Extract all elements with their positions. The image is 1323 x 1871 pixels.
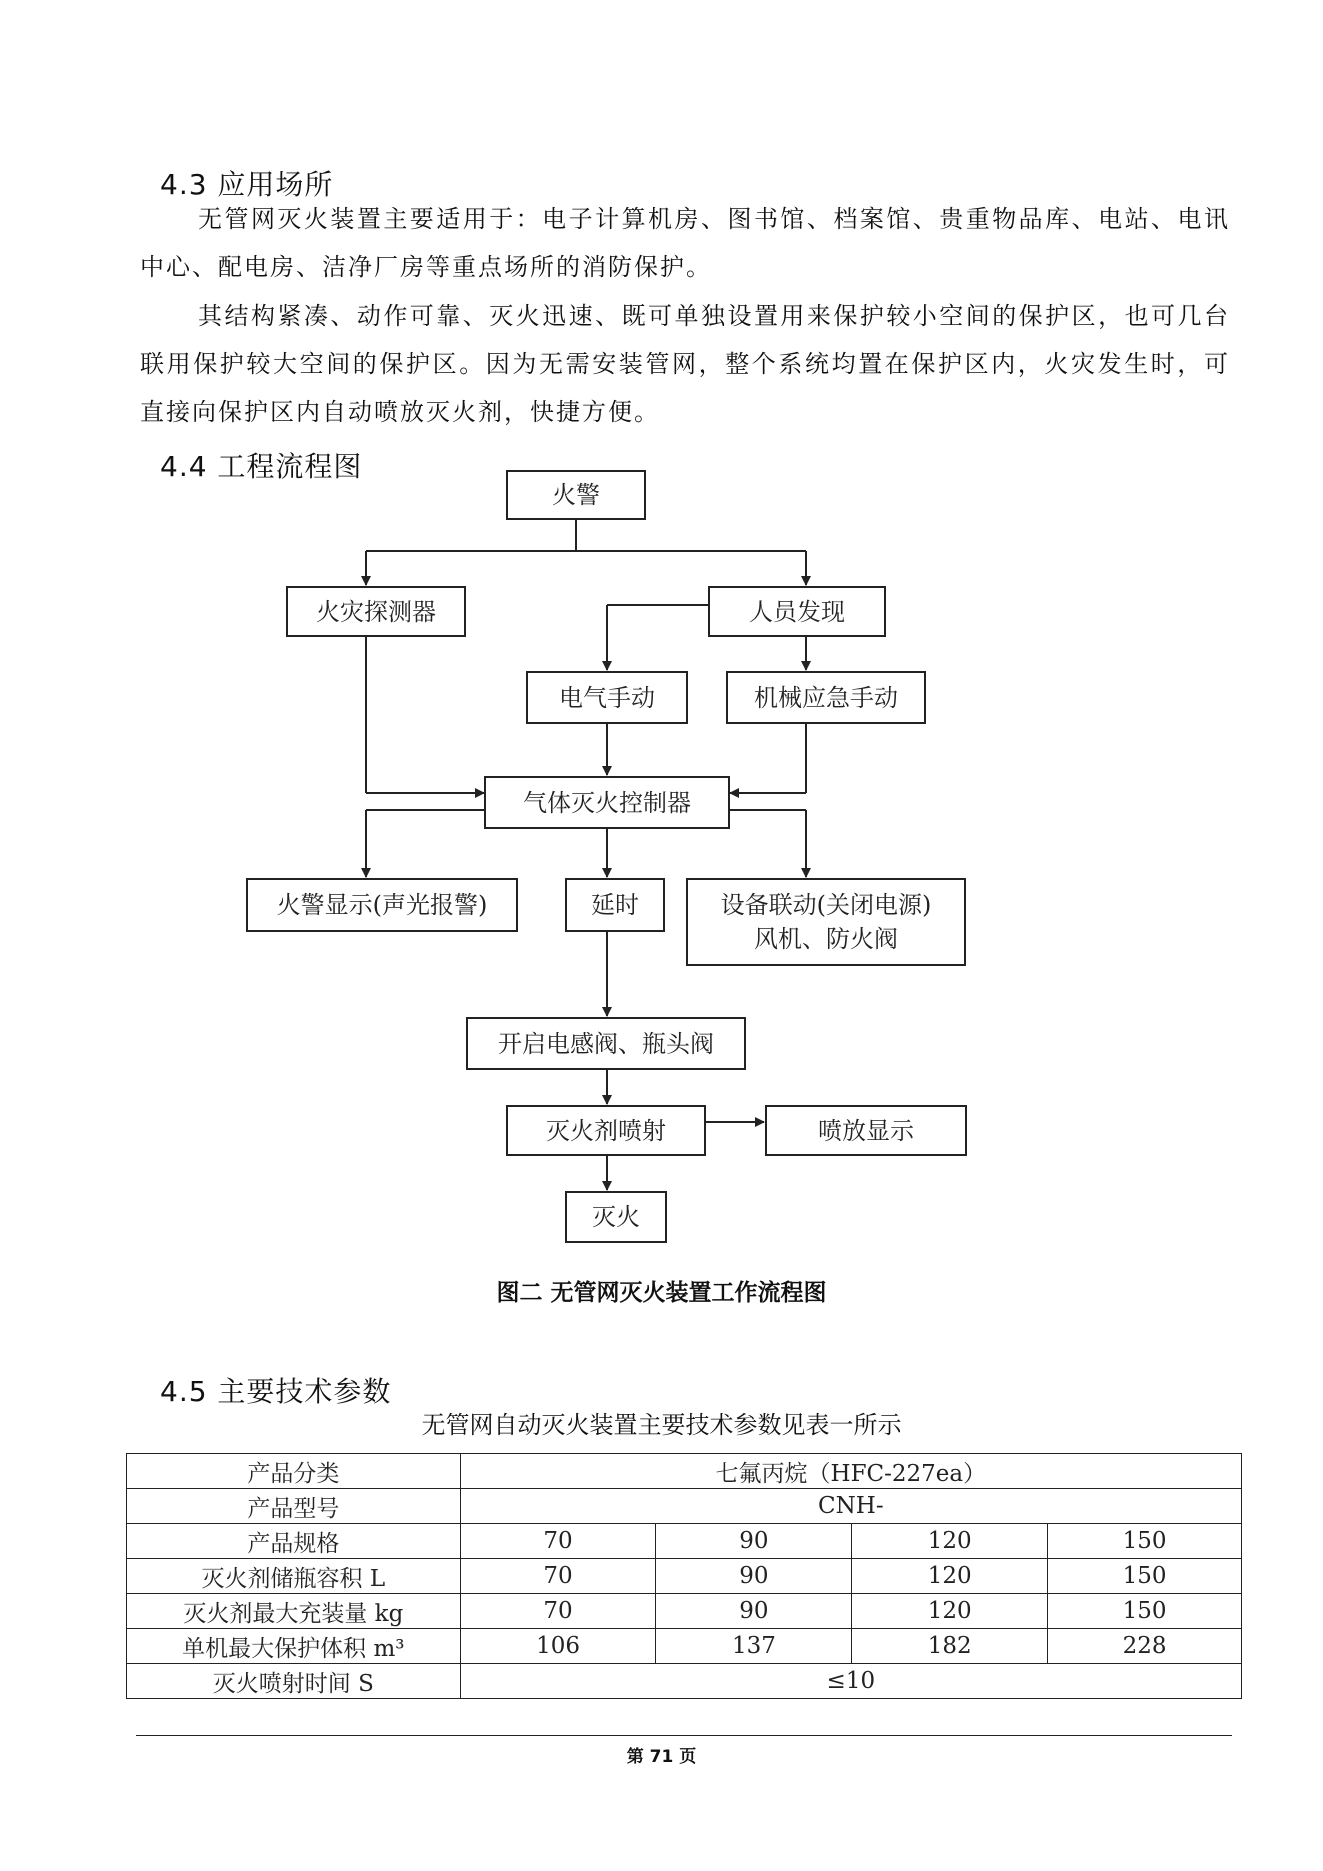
table-cell: 90 — [656, 1594, 852, 1629]
row-label-spray-time: 灭火喷射时间 S — [127, 1664, 461, 1699]
table-cell: 120 — [852, 1594, 1048, 1629]
table-cell: 120 — [852, 1559, 1048, 1594]
table-cell: 120 — [852, 1524, 1048, 1559]
table-cell: 150 — [1048, 1594, 1242, 1629]
row-label-spec: 产品规格 — [127, 1524, 461, 1559]
paragraph-application: 无管网灭火装置主要适用于：电子计算机房、图书馆、档案馆、贵重物品库、电站、电讯中心、配电房、洁净厂房等重点场所的消防保护。 — [140, 205, 1230, 281]
technical-parameters-table — [126, 1453, 1242, 1699]
row-label-model: 产品型号 — [127, 1489, 461, 1524]
section-heading-4-3: 4.3 应用场所 — [160, 168, 334, 201]
table-cell: 137 — [656, 1629, 852, 1664]
flow-node-open-valves: 开启电感阀、瓶头阀 — [466, 1017, 746, 1070]
figure-caption: 图二 无管网灭火装置工作流程图 — [496, 1280, 827, 1306]
table-row — [127, 1524, 1242, 1559]
table-cell: 150 — [1048, 1524, 1242, 1559]
page-number: 第 71 页 — [626, 1747, 697, 1767]
table-cell: 90 — [656, 1559, 852, 1594]
cell-spray-time: ≤10 — [460, 1664, 1241, 1699]
row-label-protection-volume: 单机最大保护体积 m³ — [127, 1629, 461, 1664]
flow-node-spray-display: 喷放显示 — [765, 1105, 967, 1156]
cell-model: CNH- — [460, 1489, 1241, 1524]
cell-category: 七氟丙烷（HFC-227ea） — [460, 1454, 1241, 1489]
table-cell: 70 — [460, 1594, 656, 1629]
table-row — [127, 1664, 1242, 1699]
table-cell: 182 — [852, 1629, 1048, 1664]
flow-node-fire-detector: 火灾探测器 — [286, 586, 466, 637]
flow-node-electric-manual: 电气手动 — [526, 671, 688, 724]
table-cell: 106 — [460, 1629, 656, 1664]
flow-node-equipment-linkage — [686, 878, 966, 966]
flow-node-fire-alarm: 火警 — [506, 470, 646, 520]
table-cell: 90 — [656, 1524, 852, 1559]
table-cell: 228 — [1048, 1629, 1242, 1664]
flow-node-extinguish: 灭火 — [565, 1191, 667, 1243]
table-row — [127, 1629, 1242, 1664]
equipment-linkage-line1: 设备联动(关闭电源) — [720, 891, 932, 919]
flow-node-person-found: 人员发现 — [708, 586, 886, 637]
table-row — [127, 1559, 1242, 1594]
section-heading-4-4: 4.4 工程流程图 — [160, 450, 363, 483]
row-label-category: 产品分类 — [127, 1454, 461, 1489]
table-intro: 无管网自动灭火装置主要技术参数见表一所示 — [421, 1411, 902, 1439]
table-row — [127, 1594, 1242, 1629]
table-cell: 70 — [460, 1524, 656, 1559]
paragraph-structure: 其结构紧凑、动作可靠、灭火迅速、既可单独设置用来保护较小空间的保护区，也可几台联用保护较大空间的保护区。因为无需安装管网，整个系统均置在保护区内，火灾发生时，可直接向保护区内自动喷放灭火剂，快捷方便。 — [140, 302, 1230, 426]
equipment-linkage-line2: 风机、防火阀 — [754, 925, 898, 953]
flow-node-delay: 延时 — [565, 878, 665, 932]
table-cell: 70 — [460, 1559, 656, 1594]
table-row — [127, 1454, 1242, 1489]
row-label-volume: 灭火剂储瓶容积 L — [127, 1559, 461, 1594]
flow-node-mechanical-manual: 机械应急手动 — [726, 671, 926, 724]
flow-node-agent-spray: 灭火剂喷射 — [506, 1105, 706, 1156]
table-row — [127, 1489, 1242, 1524]
row-label-fill: 灭火剂最大充装量 kg — [127, 1594, 461, 1629]
flow-node-gas-controller: 气体灭火控制器 — [484, 776, 730, 829]
table-cell: 150 — [1048, 1559, 1242, 1594]
section-heading-4-5: 4.5 主要技术参数 — [160, 1375, 392, 1408]
flow-node-alarm-display: 火警显示(声光报警) — [246, 878, 518, 932]
footer-divider — [136, 1735, 1232, 1736]
